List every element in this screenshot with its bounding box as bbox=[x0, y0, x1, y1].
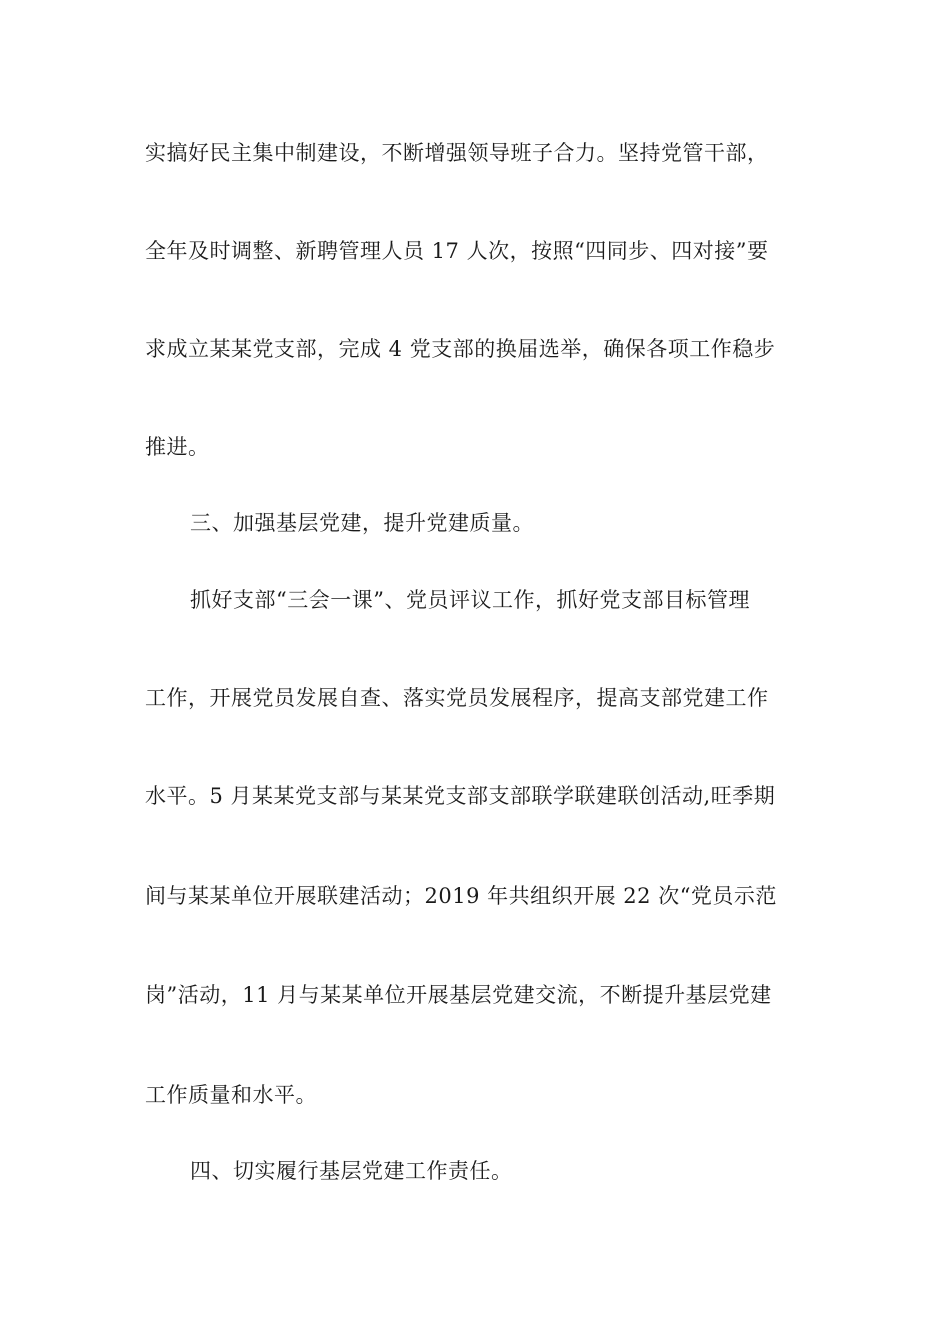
paragraph-line: 推进。 bbox=[145, 435, 210, 459]
section-heading: 三、加强基层党建，提升党建质量。 bbox=[190, 511, 534, 535]
paragraph-line: 求成立某某党支部，完成 4 党支部的换届选举，确保各项工作稳步 bbox=[145, 337, 776, 361]
paragraph-line: 工作，开展党员发展自查、落实党员发展程序，提高支部党建工作 bbox=[145, 686, 769, 710]
paragraph-line: 实搞好民主集中制建设，不断增强领导班子合力。坚持党管干部， bbox=[145, 141, 769, 165]
paragraph-line: 全年及时调整、新聘管理人员 17 人次，按照“四同步、四对接”要 bbox=[145, 239, 769, 263]
paragraph-line: 间与某某单位开展联建活动；2019 年共组织开展 22 次“党员示范 bbox=[145, 884, 777, 908]
paragraph-line: 水平。5 月某某党支部与某某党支部支部联学联建联创活动,旺季期 bbox=[145, 784, 776, 808]
paragraph-line: 抓好支部“三会一课”、党员评议工作，抓好党支部目标管理 bbox=[190, 588, 750, 612]
paragraph-line: 工作质量和水平。 bbox=[145, 1083, 317, 1107]
paragraph-line: 岗”活动，11 月与某某单位开展基层党建交流，不断提升基层党建 bbox=[145, 983, 772, 1007]
section-heading: 四、切实履行基层党建工作责任。 bbox=[190, 1159, 513, 1183]
